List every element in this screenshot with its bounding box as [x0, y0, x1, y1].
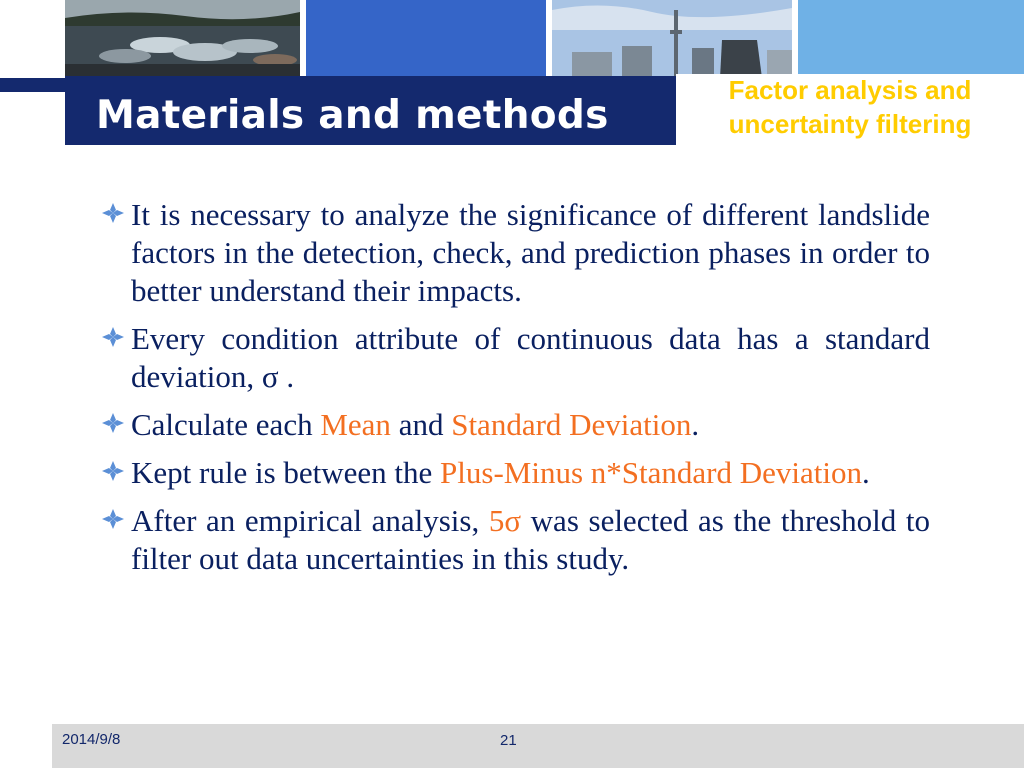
- footer-bar: [52, 724, 1024, 768]
- bullet-text: [131, 320, 930, 396]
- highlighted-term: 5σ: [488, 503, 522, 538]
- slide-title: Materials and methods: [96, 93, 609, 138]
- footer-date: 2014/9/8: [62, 731, 121, 748]
- highlighted-term: Standard Deviation: [451, 407, 692, 442]
- diamond-bullet-icon: [100, 326, 126, 348]
- bullet-list: [100, 196, 930, 588]
- title-left-accent: [0, 78, 65, 92]
- subtitle-line-2: uncertainty filtering: [728, 109, 972, 139]
- bullet-text-segment: It is necessary to analyze the significance of different landslide factors in the detection, check, and prediction phases in order to better understand their impacts.: [131, 197, 930, 308]
- boats-harbor-photo: [65, 0, 300, 78]
- bullet-text-segment: and: [390, 407, 452, 442]
- bullet-text: [131, 454, 930, 492]
- bullet-item: [100, 502, 930, 578]
- slide-subtitle: [676, 73, 1024, 141]
- bullet-text: [131, 196, 930, 310]
- bullet-text-segment: After an empirical analysis,: [131, 503, 489, 538]
- bullet-item: [100, 320, 930, 396]
- diamond-bullet-icon: [100, 508, 126, 530]
- bullet-text-segment: .: [691, 407, 700, 442]
- bullet-text-segment: .: [861, 455, 870, 490]
- diamond-bullet-icon: [100, 460, 126, 482]
- bullet-item: [100, 196, 930, 310]
- bullet-item: [100, 406, 930, 444]
- city-skyline-photo: [552, 0, 792, 78]
- page-number: 21: [500, 732, 517, 749]
- bullet-text: [131, 406, 930, 444]
- bullet-text-segment: Calculate each: [131, 407, 321, 442]
- bullet-text-segment: was selected as the threshold to filter out data uncertainties in this study.: [131, 503, 930, 576]
- diamond-bullet-icon: [100, 412, 126, 434]
- bullet-text-segment: Kept rule is between the: [131, 455, 441, 490]
- diamond-bullet-icon: [100, 202, 126, 224]
- highlighted-term: Mean: [320, 407, 391, 442]
- bullet-text-segment: Every condition attribute of continuous data has a standard deviation, σ .: [131, 321, 930, 394]
- subtitle-line-1: Factor analysis and: [728, 75, 972, 105]
- highlighted-term: Plus-Minus n*Standard Deviation: [440, 455, 862, 490]
- bullet-text: [131, 502, 930, 578]
- bullet-item: [100, 454, 930, 492]
- blue-block-1: [306, 0, 546, 78]
- blue-block-2: [798, 0, 1024, 78]
